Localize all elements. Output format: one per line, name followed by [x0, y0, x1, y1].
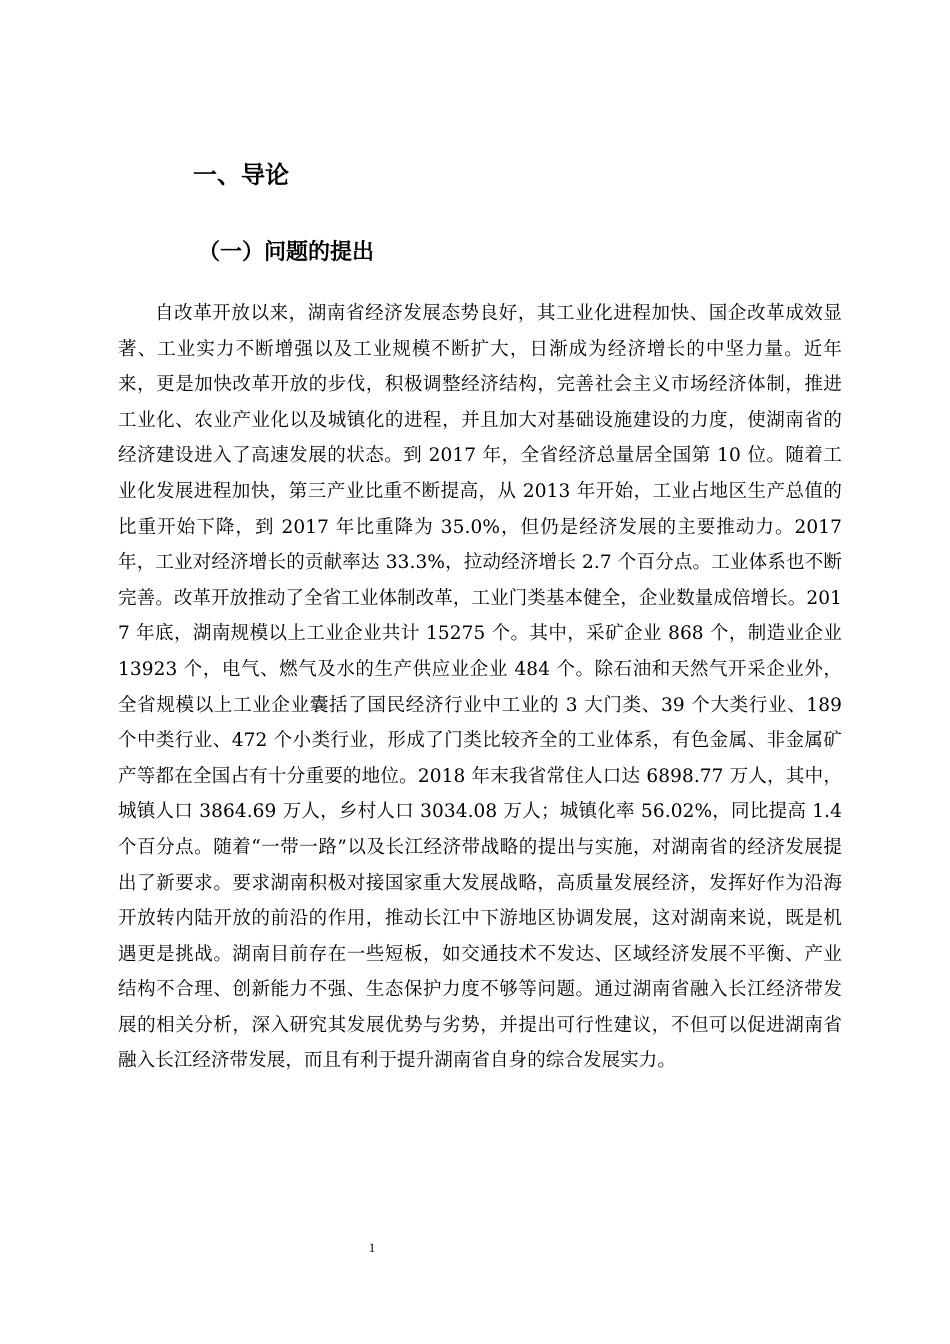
section-heading: （一）问题的提出: [198, 240, 375, 265]
chapter-heading: 一、导论: [193, 161, 289, 189]
body-paragraph: 自改革开放以来，湖南省经济发展态势良好，其工业化进程加快、国企改革成效显著、工业实力不断增强以及工业规模不断扩大，日渐成为经济增长的中坚力量。近年来，更是加快改革开放的步伐，积极调整经济结构，完善社会主义市场经济体制，推进工业化、农业产业化以及城镇化的进程，并且加大对基础设施建设的力度，使湖南省的经济建设进入了高速发展的状态。到 2017 年，全省经济总量居全国第 10 位。随着工业化发展进程加快，第三产业比重不断提高，从 2013 年开始，工业占地区生产总值的比重开始下降，到 2017 年比重降为 35.0%，但仍是经济发展的主要推动力。2017 年，工业对经济增长的贡献率达 33.3%，拉动经济增长 2.7 个百分点。工业体系也不断完善。改革开放推动了全省工业体制改革，工业门类基本健全，企业数量成倍增长。2017 年底，湖南规模以上工业企业共计 15275 个。其中，采矿企业 868 个，制造业企业 13923 个，电气、燃气及水的生产供应业企业 484 个。除石油和天然气开采企业外，全省规模以上工业企业囊括了国民经济行业中工业的 3 大门类、39 个大类行业、189 个中类行业、472 个小类行业，形成了门类比较齐全的工业体系，有色金属、非金属矿产等都在全国占有十分重要的地位。2018 年末我省常住人口达 6898.77 万人，其中，城镇人口 3864.69 万人，乡村人口 3034.08 万人；城镇化率 56.02%，同比提高 1.4 个百分点。随着“一带一路”以及长江经济带战略的提出与实施，对湖南省的经济发展提出了新要求。要求湖南积极对接国家重大发展战略，高质量发展经济，发挥好作为沿海开放转内陆开放的前沿的作用，推动长江中下游地区协调发展，这对湖南来说，既是机遇更是挑战。湖南目前存在一些短板，如交通技术不发达、区域经济发展不平衡、产业结构不合理、创新能力不强、生态保护力度不够等问题。通过湖南省融入长江经济带发展的相关分析，深入研究其发展优势与劣势，并提出可行性建议，不但可以促进湖南省融入长江经济带发展，而且有利于提升湖南省自身的综合发展实力。: [118, 303, 842, 1072]
page-number: 1: [368, 1240, 376, 1255]
